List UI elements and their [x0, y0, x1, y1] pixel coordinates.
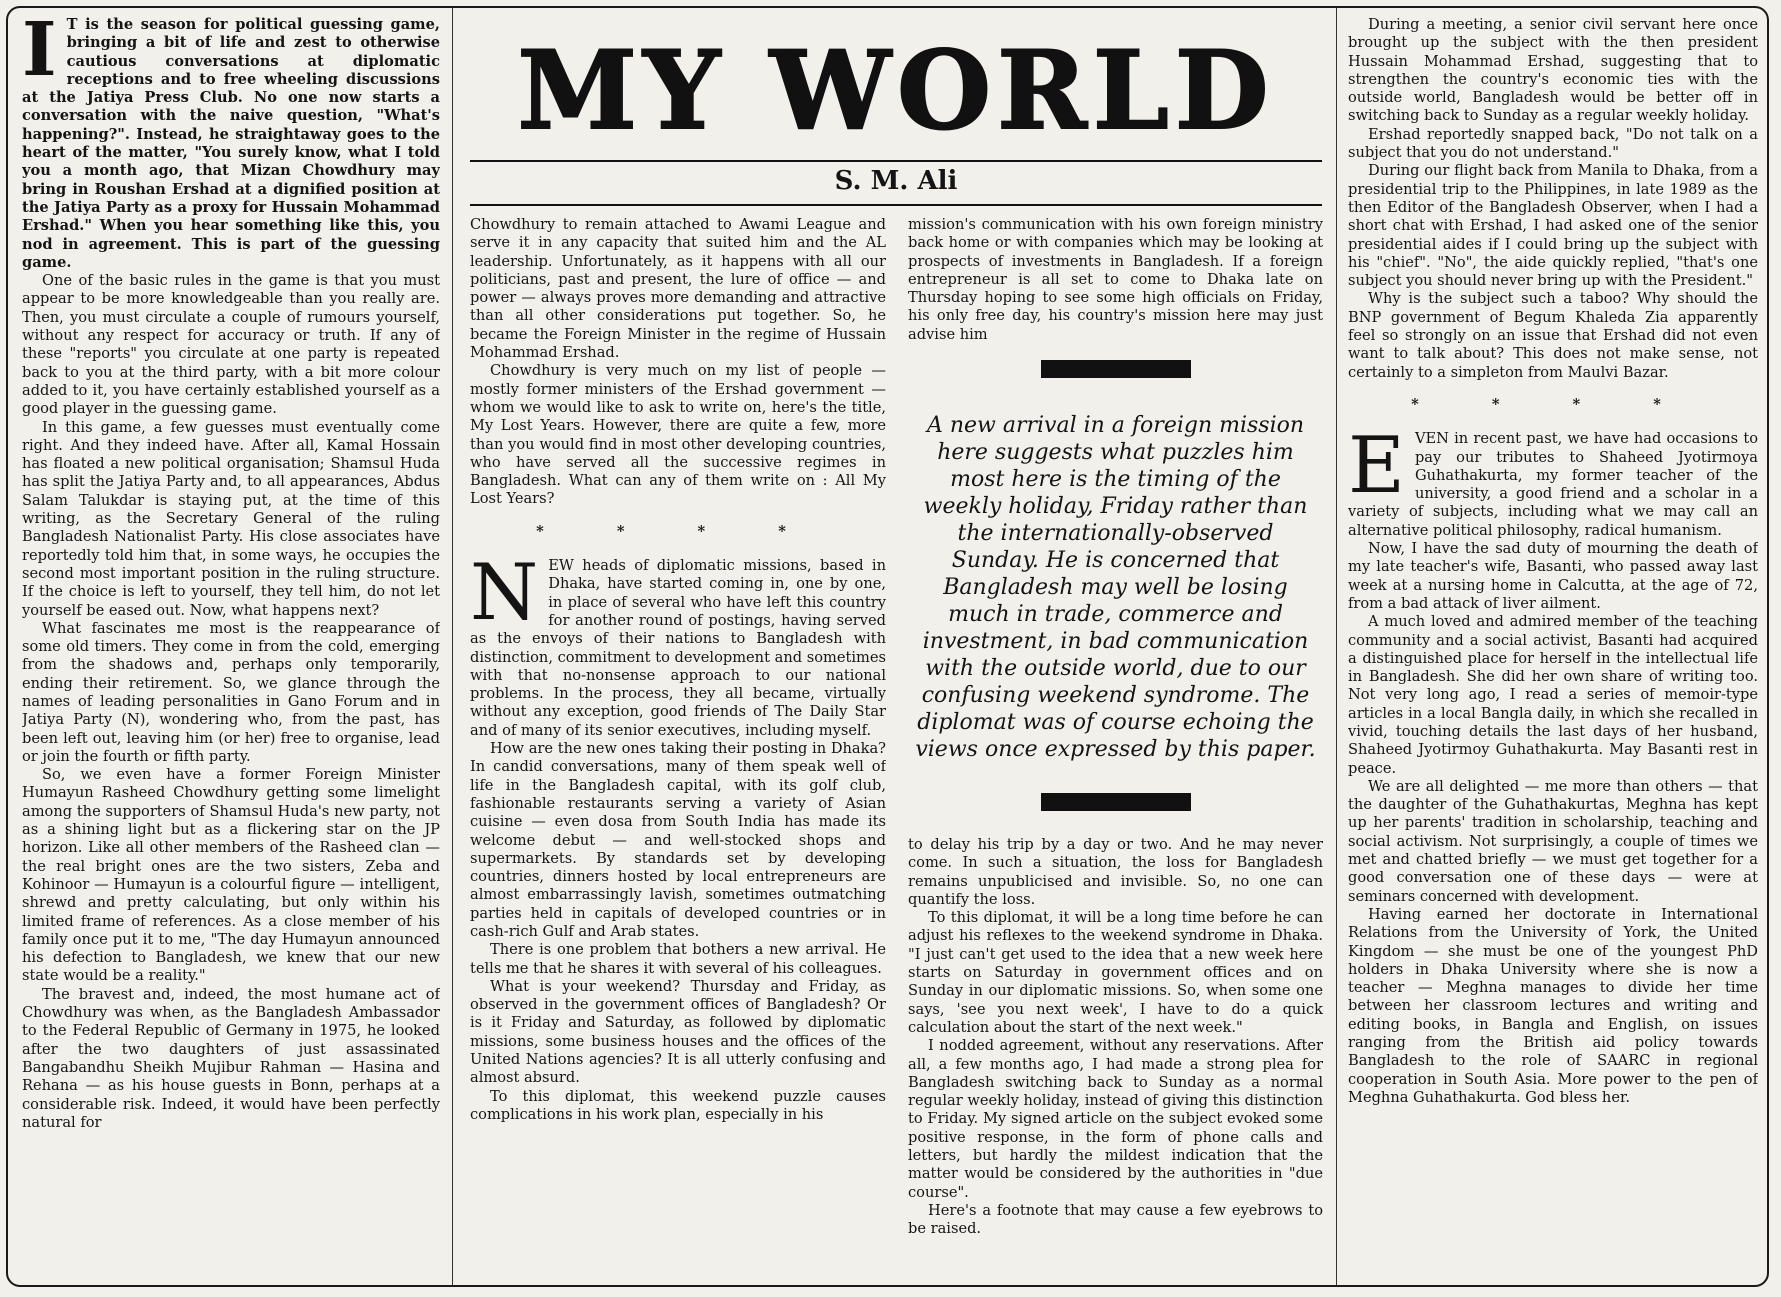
- paragraph: What is your weekend? Thursday and Friday, as observed in the government offices of Bangladesh? Or is it Friday and Saturday, as followed by diplomatic missions, some business houses and the offices of the United Nations agencies? It is all utterly confusing and almost absurd.: [470, 977, 886, 1087]
- paragraph: One of the basic rules in the game is that you must appear to be more knowledgeable than you really are. Then, you must circulate a couple of rumours yourself, without any respect for accuracy or truth. If any of these "reports" you circulate at one party is repeated back to you at the third party, with a bit more colour added to it, you have certainly established yourself as a good player in the guessing game.: [22, 272, 440, 418]
- paragraph: A much loved and admired member of the teaching community and a social activist, Basanti had acquired a distinguished place for herself in the intellectual life in Bangladesh. She did her own share of writing too. Not very long ago, I read a series of memoir-type articles in a local Bangla daily, in which she recalled in vivid, touching details the last days of her husband, Shaheed Jyotirmoy Guhathakurta. May Basanti rest in peace.: [1348, 613, 1758, 777]
- rule: [470, 160, 1322, 162]
- paragraph: Chowdhury to remain attached to Awami League and serve it in any capacity that suited him and the AL leadership. Unfortunately, as it happens with all our politicians, past and present, the lure of office — and power — always proves more demanding and attractive than all other considerations put together. So, he became the Foreign Minister in the regime of Hussain Mohammad Ershad.: [470, 216, 886, 362]
- paragraph: We are all delighted — me more than others — that the daughter of the Guhathakurtas, Meghna has kept up her parents' tradition in scholarship, teaching and social activism. Not surprisingly, a couple of times we met and chatted briefly — we must get together for a good conversation one of these days — were at seminars concerned with development.: [1348, 777, 1758, 905]
- pull-quote-text: A new arrival in a foreign mission here suggests what puzzles him most here is the timing of the weekly holiday, Friday rather than the internationally-observed Sunday. He is concerned that Bangladesh may well be losing much in trade, commerce and investment, in bad communication with the outside world, due to our confusing weekend syndrome. The diplomat was of course echoing the views once expressed by this paper.: [915, 413, 1316, 762]
- column-3-bottom: [908, 836, 1323, 1239]
- lead-paragraph: [470, 548, 886, 740]
- paragraph: Having earned her doctorate in International Relations from the University of York, the United Kingdom — she must be one of the youngest PhD holders in Dhaka University where she is now a teacher — Meghna manages to divide her time between her classroom lectures and writing and editing books, in Bangla and English, on issues ranging from the British aid policy towards Bangladesh to the role of SAARC in regional cooperation in South Asia. More power to the pen of Meghna Guhathakurta. God bless her.: [1348, 905, 1758, 1106]
- column-3-top: [908, 216, 1323, 356]
- paragraph: mission's communication with his own foreign ministry back home or with companies which may be looking at prospects of investments in Bangladesh. If a foreign entrepreneur is all set to come to Dhaka late on Thursday hoping to see some high officials on Friday, his only free day, his country's mission here may just advise him: [908, 216, 1323, 343]
- paragraph: I nodded agreement, without any reservations. After all, a few months ago, I had made a strong plea for Bangladesh switching back to Sunday as a normal regular weekly holiday, instead of giving this distinction to Friday. My signed article on the subject evoked some positive response, in the form of phone calls and letters, but hardly the mildest indication that the matter would be considered by the authorities in "due course".: [908, 1037, 1323, 1201]
- paragraph: Ershad reportedly snapped back, "Do not talk on a subject that you do not understand.": [1348, 125, 1758, 162]
- paragraph: There is one problem that bothers a new arrival. He tells me that he shares it with several of his colleagues.: [470, 941, 886, 977]
- paragraph: How are the new ones taking their posting in Dhaka? In candid conversations, many of them speak well of life in the Bangladesh capital, with its golf club, fashionable restaurants serving a variety of Asian cuisine — even dosa from South India has made its welcome debut — and well-stocked shops and supermarkets. By standards set by developing countries, dinners hosted by local entrepreneurs are almost embarrassingly lavish, sometimes outmatching parties held in capitals of developed countries or in cash-rich Gulf and Arab states.: [470, 740, 886, 940]
- paragraph: to delay his trip by a day or two. And he may never come. In such a situation, the loss for Bangladesh remains unpublicised and invisible. So, no one can quantify the loss.: [908, 836, 1323, 908]
- pull-quote-bar: [1041, 360, 1191, 378]
- paragraph: The bravest and, indeed, the most humane act of Chowdhury was when, as the Bangladesh Ambassador to the Federal Republic of Germany in 1975, he looked after the two daughters of just assassinated Bangabandhu Sheikh Mujibur Rahman — Hasina and Rehana — as his house guests in Bonn, perhaps at a considerable risk. Indeed, it would have been perfectly natural for: [22, 985, 440, 1131]
- masthead: [470, 28, 1322, 154]
- drop-cap: E: [1348, 421, 1405, 512]
- lead-paragraph: [22, 16, 440, 272]
- paragraph: During our flight back from Manila to Dhaka, from a presidential trip to the Philippines, in late 1989 as the then Editor of the Bangladesh Observer, when I had a short chat with Ershad, I had asked one of the senior presidential aides if I could bring up the subject with his "chief". "No", the aide quickly replied, "that's one subject you should never bring up with the President.": [1348, 162, 1758, 290]
- paragraph: Chowdhury is very much on my list of people — mostly former ministers of the Ershad government — whom we would like to ask to write on, here's the title, My Lost Years. However, there are quite a few, more than you would find in most other developing countries, who have served all the successive regimes in Bangladesh. What can any of them write on : All My Lost Years?: [470, 362, 886, 508]
- section-separator: * * * *: [1411, 395, 1695, 413]
- section-separator: * * * *: [536, 522, 820, 540]
- lead-text: T is the season for political guessing game, bringing a bit of life and zest to otherwise cautious conversations at diplomatic receptions and to free wheeling discussions at the Jatiya Press Club. No one now starts a conversation with the naive question, "What's happening?". Instead, he straightaway goes to the heart of the matter, "You surely know, what I told you a month ago, that Mizan Chowdhury may bring in Roushan Ershad at a dignified position at the Jatiya Party as a proxy for Hussain Mohammad Ershad." When you hear something like this, you nod in agreement. This is part of the guessing game.: [22, 16, 440, 271]
- paragraph: In this game, a few guesses must eventually come right. And they indeed have. After all, Kamal Hossain has floated a new political organisation; Shamsul Huda has split the Jatiya Party and, to all appearances, Abdus Salam Talukdar is staying put, at the time of this writing, as the Secretary General of the ruling Bangladesh Nationalist Party. His close associates have reportedly told him that, in some ways, he occupies the second most important position in the ruling structure. If the choice is left to yourself, they tell him, do not let yourself be eased out. Now, what happens next?: [22, 418, 440, 619]
- lead-paragraph: [1348, 421, 1758, 540]
- newspaper-page: [6, 6, 1769, 1287]
- paragraph: Here's a footnote that may cause a few eyebrows to be raised.: [908, 1201, 1323, 1238]
- column-2: [470, 216, 886, 1277]
- column-1: [22, 16, 440, 1277]
- lead-text: EW heads of diplomatic missions, based in Dhaka, have started coming in, one by one, in place of several who have left this country for another round of postings, having served as the envoys of their nations to Bangladesh with distinction, commitment to development and sometimes with that no-nonsense approach to our national problems. In the process, they all became, virtually without any exception, good friends of The Daily Star and of many of its senior executives, including myself.: [470, 557, 886, 739]
- lead-text: VEN in recent past, we have had occasions to pay our tributes to Shaheed Jyotirmoya Guhathakurta, my former teacher of the university, a good friend and a scholar in a variety of subjects, including what we may call an alternative political philosophy, radical humanism.: [1348, 430, 1758, 539]
- column-rule: [1336, 8, 1337, 1285]
- paragraph: During a meeting, a senior civil servant here once brought up the subject with the then president Hussain Mohammad Ershad, suggesting that to strengthen the country's economic ties with the outside world, Bangladesh would be better off in switching back to Sunday as a regular weekly holiday.: [1348, 16, 1758, 125]
- drop-cap: N: [470, 548, 539, 639]
- rule: [470, 204, 1322, 206]
- paragraph: What fascinates me most is the reappearance of some old timers. They come in from the cold, emerging from the shadows and, perhaps only temporarily, ending their retirement. So, we glance through the names of leading personalities in Gano Forum and in Jatiya Party (N), wondering who, from the past, has been left out, leaving him (or her) free to organise, lead or join the fourth or fifth party.: [22, 619, 440, 765]
- byline: S. M. Ali: [834, 166, 958, 196]
- paragraph: Now, I have the sad duty of mourning the death of my late teacher's wife, Basanti, who passed away last week at a nursing home in Calcutta, at the age of 72, from a bad attack of liver ailment.: [1348, 540, 1758, 612]
- page-title: MY WORLD: [517, 28, 1275, 154]
- drop-cap: I: [22, 16, 57, 93]
- paragraph: So, we even have a former Foreign Minister Humayun Rasheed Chowdhury getting some limelight among the supporters of Shamsul Huda's new party, not as a shining light but as a flickering star on the JP horizon. Like all other members of the Rasheed clan — the real bright ones are the two sisters, Zeba and Kohinoor — Humayun is a colourful figure — intelligent, shrewd and pretty calculating, but only within his limited frame of references. As a close member of his family once put it to me, "The day Humayun announced his defection to Bangladesh, we knew that our new state would be a reality.": [22, 766, 440, 985]
- pull-quote-bar: [1041, 793, 1191, 811]
- paragraph: To this diplomat, this weekend puzzle causes complications in his work plan, especially in his: [470, 1087, 886, 1123]
- pull-quote: [908, 360, 1323, 830]
- paragraph: Why is the subject such a taboo? Why should the BNP government of Begum Khaleda Zia apparently feel so strongly on an issue that Ershad did not even want to talk about? This does not make sense, not certainly to a simpleton from Maulvi Bazar.: [1348, 290, 1758, 381]
- paragraph: To this diplomat, it will be a long time before he can adjust his reflexes to the weekend syndrome in Dhaka. "I just can't get used to the idea that a new week here starts on Saturday in government offices and on Sunday in our diplomatic missions. So, when some one says, 'see you next week', I have to do a quick calculation about the start of the next week.": [908, 909, 1323, 1036]
- column-4: [1348, 16, 1758, 1277]
- column-rule: [452, 8, 453, 1285]
